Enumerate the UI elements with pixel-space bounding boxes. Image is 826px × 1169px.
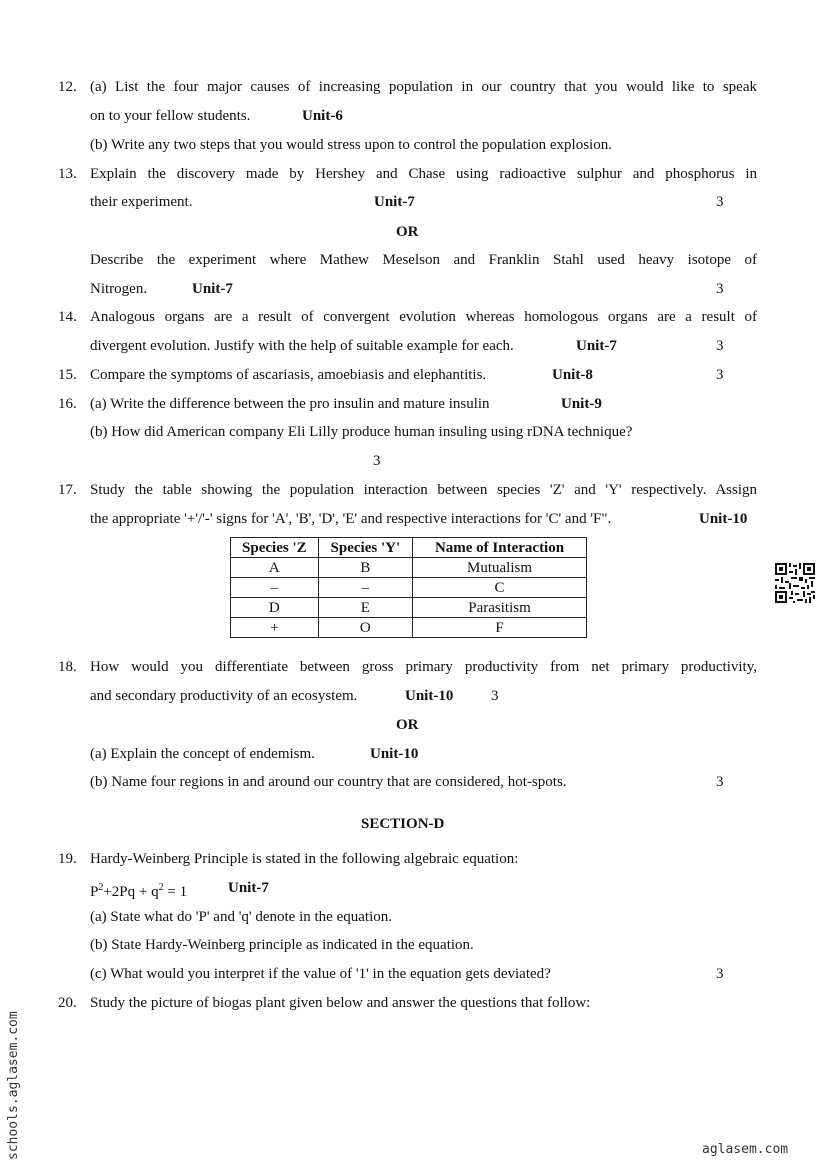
q14-line1: Analogous organs are a result of convergent evolution whereas homologous organs are a result of [90,309,757,325]
section-d-heading: SECTION-D [361,816,445,832]
table-row [231,558,587,578]
q19-b: (b) State Hardy-Weinberg principle as indicated in the equation. [90,937,474,953]
table-cell: F [413,618,587,638]
q17-line1: Study the table showing the population interaction between species 'Z' and 'Y' respectively. Assign [90,482,757,498]
table-row [231,578,587,598]
q15-text: Compare the symptoms of ascariasis, amoebiasis and elephantitis. [90,367,487,383]
q14-number: 14. [58,309,77,325]
interaction-table [230,537,587,638]
table-cell: – [318,578,412,598]
q16-unit: Unit-9 [561,396,602,412]
q13-number: 13. [58,166,77,182]
q18-b: (b) Name four regions in and around our country that are considered, hot-spots. [90,774,567,790]
q18-b-marks: 3 [716,774,724,790]
q17-line2: the appropriate '+'/'-' signs for 'A', 'B', 'D', 'E' and respective interactions for 'C' and 'F". [90,511,612,527]
q18-marks: 3 [491,688,499,704]
table-cell: + [231,618,319,638]
q16-b: (b) How did American company Eli Lilly produce human insuling using rDNA technique? [90,424,633,440]
q20-text: Study the picture of biogas plant given below and answer the questions that follow: [90,995,591,1011]
q15-marks: 3 [716,367,724,383]
q13-or: OR [396,224,419,240]
table-cell: C [413,578,587,598]
q13-marks: 3 [716,194,724,210]
table-header-row [231,538,587,558]
q13-line2: their experiment. [90,194,193,210]
q12-unit: Unit-6 [302,108,343,124]
eq-p: P [90,884,99,900]
q14-marks: 3 [716,338,724,354]
q18-or: OR [396,717,419,733]
q17-number: 17. [58,482,77,498]
q12-number: 12. [58,79,77,95]
q18-line2: and secondary productivity of an ecosystem. [90,688,358,704]
table-header: Name of Interaction [413,538,587,558]
q19-equation [90,879,187,901]
q18-a-unit: Unit-10 [370,746,419,762]
table-row [231,598,587,618]
q12-a-line2: on to your fellow students. [90,108,251,124]
table-header: Species 'Z [231,538,319,558]
q20-number: 20. [58,995,77,1011]
q12-a-line1: (a) List the four major causes of increasing population in our country that you would like to speak [90,79,757,95]
q15-number: 15. [58,367,77,383]
table-cell: Mutualism [413,558,587,578]
table-cell: D [231,598,319,618]
q13-unit: Unit-7 [374,194,415,210]
q19-a: (a) State what do 'P' and 'q' denote in the equation. [90,909,392,925]
eq-sup2: 2 [158,882,164,893]
side-watermark: schools.aglasem.com [6,1011,21,1160]
q18-a: (a) Explain the concept of endemism. [90,746,315,762]
eq-mid: +2Pq + q [103,884,159,900]
q18-number: 18. [58,659,77,675]
eq-sup1: 2 [98,882,104,893]
q13-line1: Explain the discovery made by Hershey and Chase using radioactive sulphur and phosphorus in [90,166,757,182]
footer-watermark: aglasem.com [702,1142,789,1157]
q13-alt-line1: Describe the experiment where Mathew Meselson and Franklin Stahl used heavy isotope of [90,252,757,268]
q19-unit: Unit-7 [228,880,269,896]
table-cell: E [318,598,412,618]
q17-unit: Unit-10 [699,511,748,527]
q14-unit: Unit-7 [576,338,617,354]
table-cell: O [318,618,412,638]
q13-alt-line2: Nitrogen. [90,281,148,297]
q16-number: 16. [58,396,77,412]
q19-marks: 3 [716,966,724,982]
table-header: Species 'Y' [318,538,412,558]
q15-unit: Unit-8 [552,367,593,383]
q14-line2: divergent evolution. Justify with the help of suitable example for each. [90,338,514,354]
table-cell: Parasitism [413,598,587,618]
q19-intro: Hardy-Weinberg Principle is stated in the following algebraic equation: [90,851,519,867]
table-cell: B [318,558,412,578]
qr-code-icon[interactable] [775,563,815,603]
eq-end: = 1 [163,884,188,900]
q13-alt-unit: Unit-7 [192,281,233,297]
q18-unit: Unit-10 [405,688,454,704]
q13-alt-marks: 3 [716,281,724,297]
q16-marks: 3 [373,453,381,469]
table-cell: A [231,558,319,578]
q19-number: 19. [58,851,77,867]
q19-c: (c) What would you interpret if the value of '1' in the equation gets deviated? [90,966,551,982]
table-row [231,618,587,638]
q18-line1: How would you differentiate between gross primary productivity from net primary productivity, [90,659,757,675]
table-cell: – [231,578,319,598]
q12-b: (b) Write any two steps that you would stress upon to control the population explosion. [90,137,612,153]
q16-a: (a) Write the difference between the pro insulin and mature insulin [90,396,490,412]
